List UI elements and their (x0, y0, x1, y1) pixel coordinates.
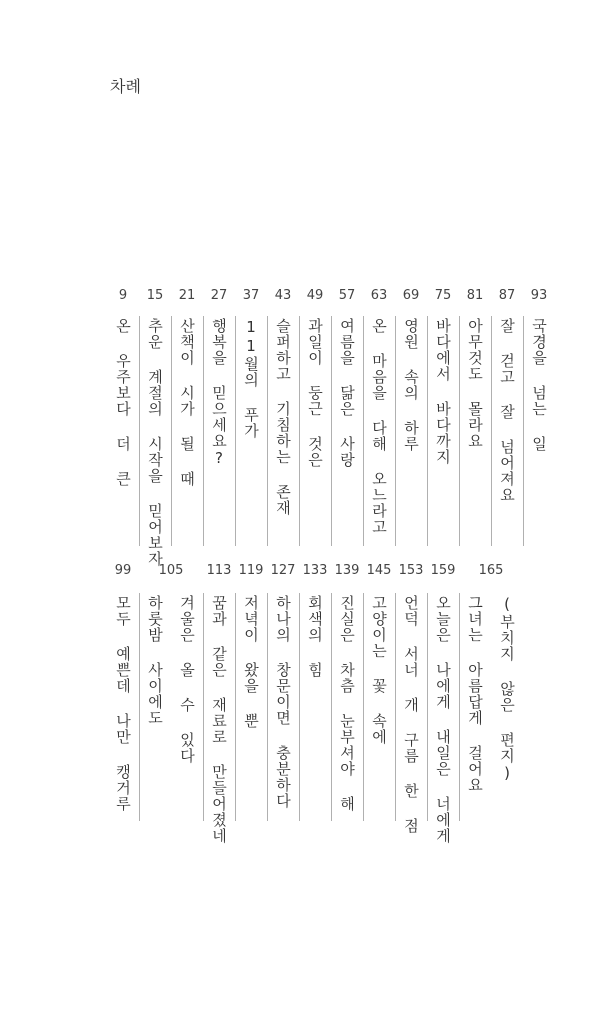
page-number: 27 (210, 288, 228, 303)
toc-entry-continued[interactable]: 겨울은 올 수 있다 (178, 595, 196, 764)
toc-entry[interactable]: 아무것도 몰라요 (466, 318, 484, 449)
toc-entry-continued[interactable]: (부치지 않은 편지) (498, 595, 516, 783)
toc-entry[interactable]: 그녀는 아름답게 걸어요 (466, 595, 484, 793)
page-number: 63 (370, 288, 388, 303)
toc-entry[interactable]: 행복을 믿으세요? (210, 318, 228, 468)
page-number: 21 (178, 288, 196, 303)
page-number: 119 (238, 563, 264, 578)
toc-entry[interactable]: 꿈과 같은 재료로 만들어졌네 (210, 595, 228, 844)
page-number: 57 (338, 288, 356, 303)
toc-entry[interactable]: 온 마음을 다해 오느라고 (370, 318, 388, 535)
toc-entry[interactable]: 고양이는 꽃 속에 (370, 595, 388, 745)
toc-entry[interactable]: 하룻밤 사이에도 (146, 595, 164, 726)
toc-entry[interactable]: 슬퍼하고 기침하는 존재 (274, 318, 292, 516)
toc-entry[interactable]: 언덕 서너 개 구름 한 점 (402, 595, 420, 834)
page-number: 81 (466, 288, 484, 303)
toc-entry[interactable]: 바다에서 바다까지 (434, 318, 452, 465)
toc-entry[interactable]: 산책이 시가 될 때 (178, 318, 196, 487)
page-number: 93 (530, 288, 548, 303)
toc-entry[interactable]: 온 우주보다 더 큰 (114, 318, 132, 487)
page-number: 43 (274, 288, 292, 303)
page-number: 133 (302, 563, 328, 578)
toc-entry[interactable]: 과일이 둥근 것은 (306, 318, 324, 468)
page-number: 105 (158, 563, 184, 578)
toc-entry[interactable]: 잘 걷고 잘 넘어져요 (498, 318, 516, 503)
page-number: 69 (402, 288, 420, 303)
page-number: 113 (206, 563, 232, 578)
toc-entry[interactable]: 모두 예쁜데 나만 캥거루 (114, 595, 132, 812)
page-number: 139 (334, 563, 360, 578)
page-number: 145 (366, 563, 392, 578)
page-number: 15 (146, 288, 164, 303)
toc-entry[interactable]: 오늘은 나에게 내일은 너에게 (434, 595, 452, 844)
toc-entry[interactable]: 영원 속의 하루 (402, 318, 420, 452)
toc-entry[interactable]: 저녁이 왔을 뿐 (242, 595, 260, 729)
toc-entry[interactable]: 추운 계절의 시작을 믿어보자 (146, 318, 164, 567)
page-number: 37 (242, 288, 260, 303)
page-number: 49 (306, 288, 324, 303)
page-title: 차례 (110, 77, 141, 96)
toc-entry[interactable]: 국경을 넘는 일 (530, 318, 548, 452)
page-number: 165 (478, 563, 504, 578)
page-number: 87 (498, 288, 516, 303)
page-number: 99 (114, 563, 132, 578)
toc-entry[interactable]: 11월의 푸가 (242, 318, 260, 439)
toc-entry[interactable]: 여름을 닮은 사랑 (338, 318, 356, 468)
page-number: 159 (430, 563, 456, 578)
toc-entry[interactable]: 회색의 힘 (306, 595, 324, 678)
page-number: 153 (398, 563, 424, 578)
page-number: 127 (270, 563, 296, 578)
toc-entry[interactable]: 하나의 창문이면 충분하다 (274, 595, 292, 809)
page-number: 75 (434, 288, 452, 303)
toc-entry[interactable]: 진실은 차츰 눈부셔야 해 (338, 595, 356, 812)
page-number: 9 (118, 288, 128, 303)
